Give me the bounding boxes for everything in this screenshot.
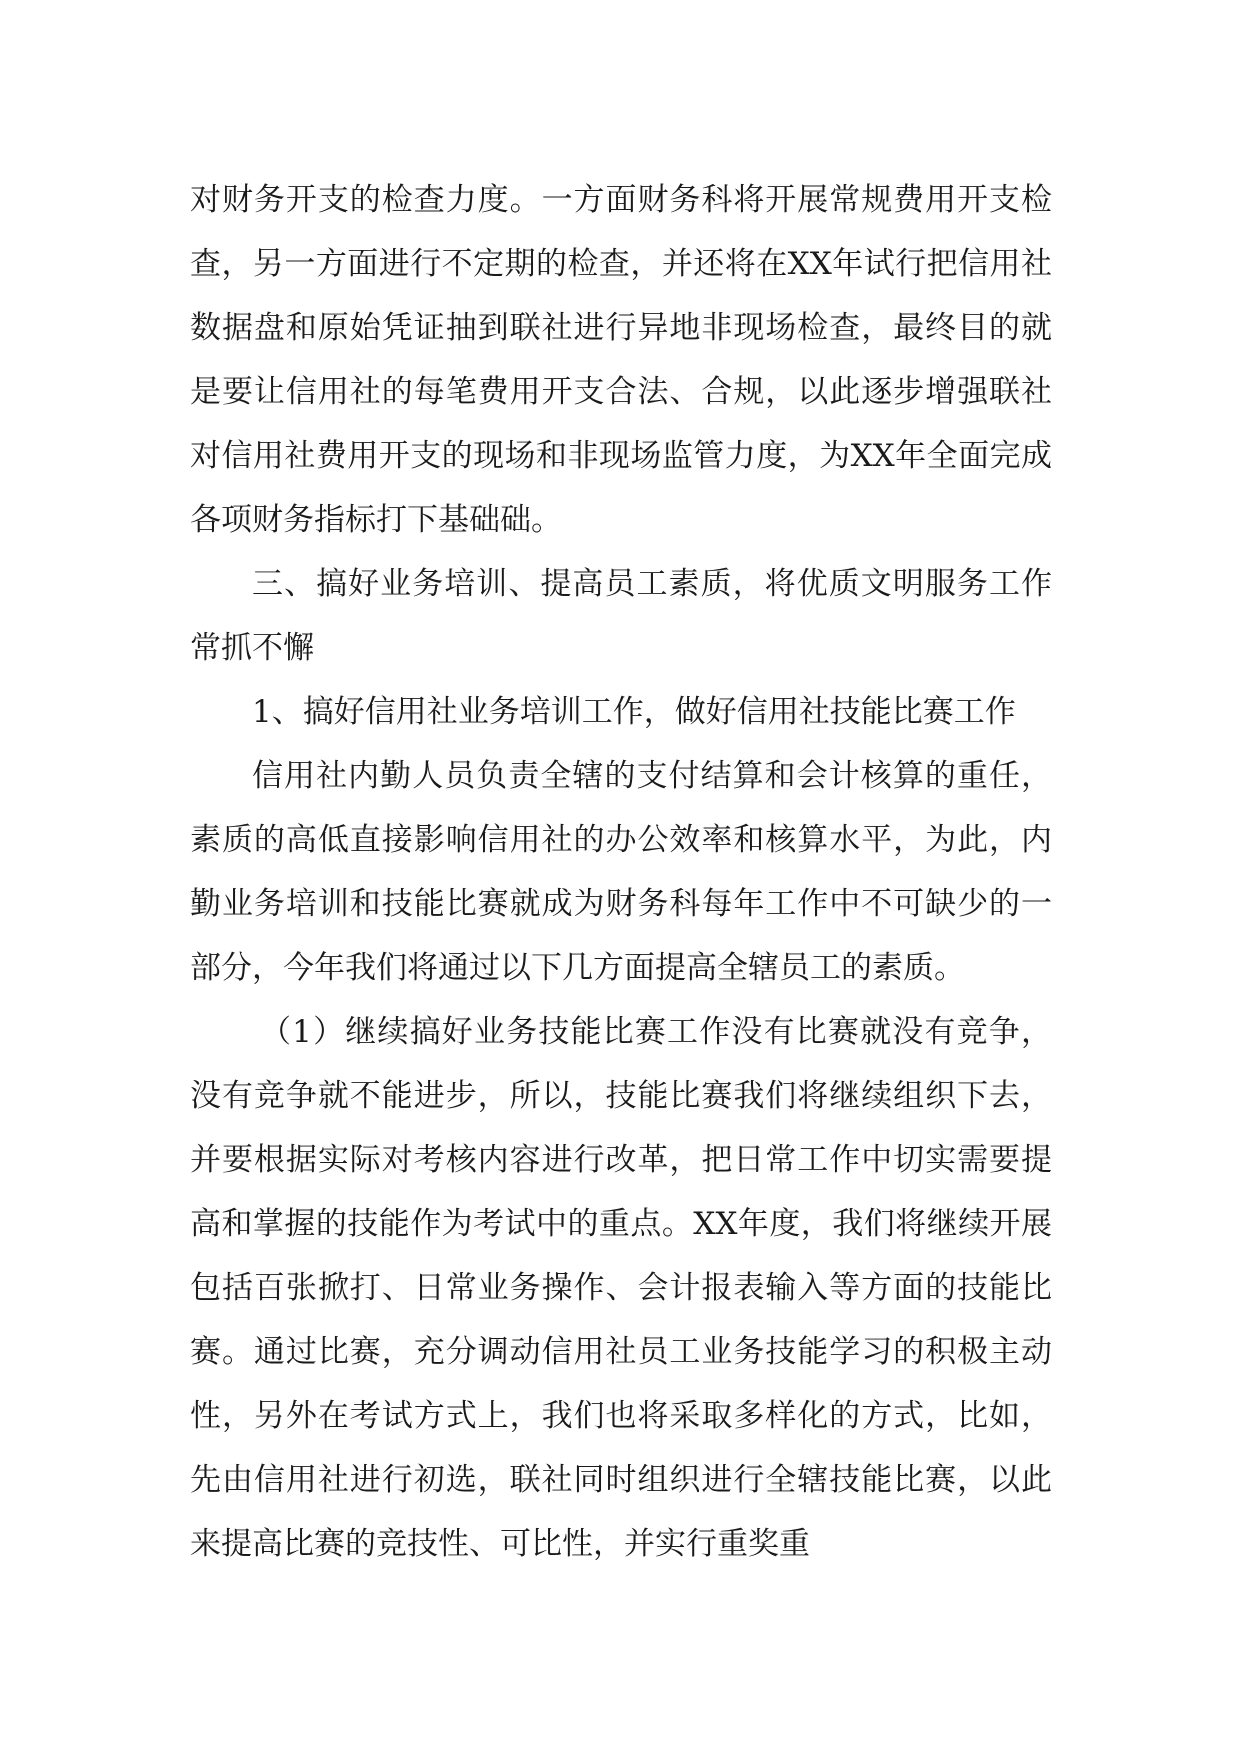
paragraph-body-2: （1）继续搞好业务技能比赛工作没有比赛就没有竞争，没有竞争就不能进步，所以，技能比赛我们将继续组织下去，并要根据实际对考核内容进行改革，把日常工作中切实需要提高和掌握的技能作为考试中的重点。XX年度，我们将继续开展包括百张掀打、日常业务操作、会计报表输入等方面的技能比赛。通过比赛，充分调动信用社员工业务技能学习的积极主动性，另外在考试方式上，我们也将采取多样化的方式，比如，先由信用社进行初选，联社同时组织进行全辖技能比赛，以此来提高比赛的竞技性、可比性，并实行重奖重 — [190, 1014, 1052, 1562]
subsection-heading-1: 1、搞好信用社业务培训工作，做好信用社技能比赛工作 — [252, 694, 1016, 730]
paragraph-body-1: 信用社内勤人员负责全辖的支付结算和会计核算的重任，素质的高低直接影响信用社的办公效率和核算水平，为此，内勤业务培训和技能比赛就成为财务科每年工作中不可缺少的一部分，今年我们将通过以下几方面提高全辖员工的素质。 — [190, 758, 1052, 986]
paragraph-continued: 对财务开支的检查力度。一方面财务科将开展常规费用开支检查，另一方面进行不定期的检查，并还将在XX年试行把信用社数据盘和原始凭证抽到联社进行异地非现场检查，最终目的就是要让信用社的每笔费用开支合法、合规，以此逐步增强联社对信用社费用开支的现场和非现场监管力度，为XX年全面完成各项财务指标打下基础础。 — [190, 182, 1052, 538]
section-heading-3: 三、搞好业务培训、提高员工素质，将优质文明服务工作常抓不懈 — [190, 566, 1052, 666]
document-body — [190, 168, 1052, 1576]
